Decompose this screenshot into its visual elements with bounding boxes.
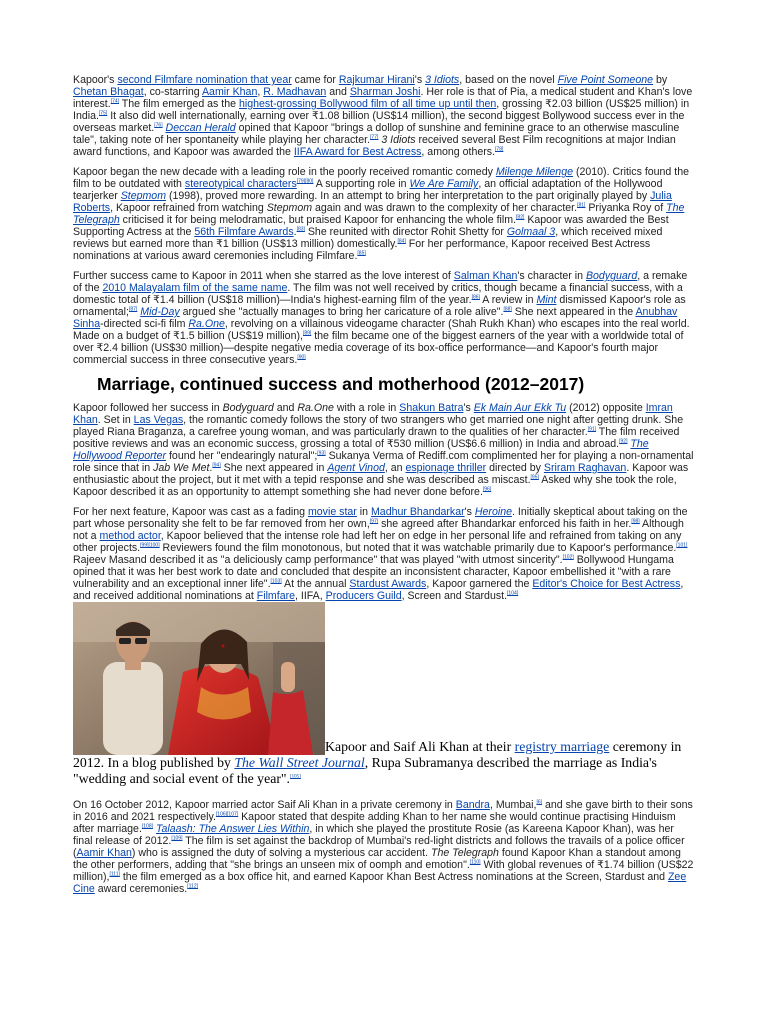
link-second-filmfare-nomination[interactable]: second Filmfare nomination that year [117,74,292,86]
link-movie-star[interactable]: movie star [307,506,357,518]
text: , IIFA, [295,590,326,602]
citation[interactable]: [81] [577,202,586,209]
link-agent-vinod[interactable]: Agent Vinod [327,462,385,474]
citation[interactable]: [82] [516,214,525,221]
link-salman-khan[interactable]: Salman Khan [453,270,518,282]
text: . Set in [97,414,134,426]
text: Although not a [73,518,684,542]
citation[interactable]: [94] [212,462,221,469]
link-filmfare[interactable]: Filmfare [256,590,296,602]
paragraph-heroine [73,506,695,602]
text: (2010). Critics found the film to be outdated with [73,166,689,190]
link-iifa-award[interactable]: IIFA Award for Best Actress [293,146,422,158]
text: (1998), proved more rewarding. In an attempt to bring her interpretation to the part originally played by [166,190,651,202]
link-the-telegraph[interactable]: The Telegraph [73,202,685,226]
text: The film emerged as the [119,98,239,110]
text: A supporting role in [313,178,410,190]
text: . [209,462,213,474]
text: , an [384,462,406,474]
link-method-actor[interactable]: method actor [99,530,161,542]
link-golmaal-3[interactable]: Golmaal 3 [506,226,556,238]
italic-title: 3 Idiots [381,134,416,146]
citation[interactable]: [85] [357,250,366,257]
text: -directed sci-fi film [100,318,189,330]
text: found her "endearingly natural"; [166,450,318,462]
citation[interactable]: [110] [469,859,481,866]
paragraph-new-decade [73,166,695,262]
citation[interactable]: [105] [290,774,301,780]
text: Kapoor was awarded the Best Supporting Actress at the [73,214,669,238]
link-r-madhavan[interactable]: R. Madhavan [263,86,327,98]
link-sharman-joshi[interactable]: Sharman Joshi [349,86,421,98]
wedding-photo-art [73,602,325,755]
link-milenge-milenge[interactable]: Milenge Milenge [495,166,573,178]
citation[interactable]: [92] [619,438,628,445]
italic-title: Stepmom [266,202,313,214]
section-heading: Marriage, continued success and motherhood (2012–2017) [97,374,585,394]
link-ra-one[interactable]: Ra.One [188,318,225,330]
text: . [293,226,297,238]
link-anubhav-sinha[interactable]: Anubhav Sinha [73,306,678,330]
text: Further success came to Kapoor in 2011 when she starred as the love interest of [73,270,454,282]
citation[interactable]: [74] [110,98,120,105]
text: Priyanka Roy of [585,202,667,214]
text: She next appeared in [220,462,328,474]
link-hollywood-reporter[interactable]: The Hollywood Reporter [73,438,649,462]
text: 's [463,402,474,414]
text: found Kapoor Khan a standout among the other performers, adding that "she brings an unseen mix of oomph and emotion". [73,847,681,871]
link-espionage-thriller[interactable]: espionage thriller [405,462,487,474]
text: Kapoor began the new decade with a leading role in the poorly received romantic comedy [73,166,496,178]
citation[interactable]: [96] [482,486,492,493]
text: , Kapoor believed that the intense role had left her on edge in her personal life and refrained from taking on any other projects. [73,530,682,554]
link-las-vegas[interactable]: Las Vegas [133,414,184,426]
text: For her next feature, Kapoor was cast as a fading [73,506,308,518]
text: ) who is assigned the duty of solving a mysterious car accident. [131,847,432,859]
text: award ceremonies. [94,883,188,895]
text: Bollywood Hungama opined that it was her best work to date and concluded that despite an inconsistent character, Kapoor embellished it "with a rare vulnerability and an exceptional inner life". [73,554,674,590]
text: , Mumbai, [489,799,537,811]
text: . Kapoor was enthusiastic about the project, but it met with a tepid response and she was described as miscast. [73,462,689,486]
text: she agreed after Bhandarkar enforced his faith in her. [378,518,632,530]
link-stereotypical-characters[interactable]: stereotypical characters [184,178,297,190]
paragraph-3-idiots [73,74,695,158]
link-julia-roberts[interactable]: Julia Roberts [73,190,672,214]
link-five-point-someone[interactable]: Five Point Someone [557,74,653,86]
citation[interactable]: [83] [296,226,305,233]
text: Asked why she took the role, Kapoor described it as an opportunity to attempt something she had never done before. [73,474,677,498]
link-mid-day[interactable]: Mid-Day [140,306,180,318]
paragraph-ek-main-aur-ekk-tu [73,402,695,498]
italic-title: Ra.One [297,402,334,414]
text: received several Best Film recognitions at major Indian award functions, and Kapoor was awarded the [73,134,676,158]
citation[interactable]: [75] [98,110,108,117]
citation[interactable]: [99][100] [140,542,160,549]
text: , grossing ₹2.03 billion (US$25 million) in India. [73,98,690,122]
citation[interactable]: [104] [507,590,519,597]
paragraph-marriage [73,799,695,895]
text: On 16 October 2012, Kapoor married actor Saif Ali Khan in a private ceremony in [73,799,456,811]
text: , co-starring [143,86,202,98]
caption-text: Kapoor and Saif Ali Khan at their [325,739,515,754]
link-stepmom[interactable]: Stepmom [120,190,167,202]
link-3-idiots[interactable]: 3 Idiots [425,74,460,86]
citation[interactable]: [93] [317,450,326,457]
text: , [257,86,264,98]
citation[interactable]: [109] [171,835,183,842]
text: (2012) opposite [566,402,646,414]
text: , which received mixed reviews but earned more than ₹1 billion (US$13 million) domestically. [73,226,663,250]
text: in [356,506,371,518]
citation[interactable]: [98] [631,518,640,525]
text: and [273,402,298,414]
text: 's [464,506,475,518]
link-producers-guild[interactable]: Producers Guild [325,590,402,602]
text: . Initially skeptical about taking on the part whose personality she felt to be far removed from her own, [73,506,688,530]
text: and [326,86,350,98]
text: 's [414,74,426,86]
text: again and was drawn to the complexity of her character. [312,202,578,214]
citation[interactable]: [108] [141,823,154,830]
citation[interactable]: [6] [536,799,543,806]
text: The film received positive reviews and was an economic success, grossing a total of ₹530 million (US$6.6 million) in India and abroad. [73,426,680,450]
link-editors-choice[interactable]: Editor's Choice for Best Actress [532,578,681,590]
citation[interactable]: [77] [370,134,379,141]
text: 's character in [517,270,586,282]
text: and she gave birth to their sons in 2016 and 2021 respectively. [73,799,693,823]
italic-title: Bodyguard [222,402,274,414]
citation[interactable]: [103] [270,578,282,585]
link-imran-khan[interactable]: Imran Khan [73,402,673,426]
text: with a role in [333,402,400,414]
text: Kapoor followed her success in [73,402,223,414]
caption-text: , Rupa Subramanya described the marriage as India's "wedding and social event of the year". [73,755,657,786]
link-aamir-khan-2[interactable]: Aamir Khan [76,847,132,859]
link-bodyguard[interactable]: Bodyguard [585,270,638,282]
link-rajkumar-hirani[interactable]: Rajkumar Hirani [338,74,415,86]
citation[interactable]: [88] [503,306,512,313]
text: came for [291,74,339,86]
text: , the romantic comedy follows the story of two strangers who get married one night after getting drunk. She played Riana Braganza, a carefree young woman, and was particularly drawn to the qualities of her character. [73,414,684,438]
text: Kapoor's [73,74,118,86]
text: , a remake of the [73,270,688,294]
citation[interactable]: [86] [471,294,480,301]
link-shakun-batra[interactable]: Shakun Batra [399,402,464,414]
text: She next appeared in the [511,306,636,318]
italic-title: The Telegraph [431,847,499,859]
text: For her performance, Kapoor received Best Actress nominations at various award ceremonies including Filmfare. [73,238,651,262]
text: , among others. [421,146,496,158]
link-sriram-raghavan[interactable]: Sriram Raghavan [543,462,627,474]
text: the film emerged as a box office hit, and earned Kapoor Khan Best Actress nominations at the Screen, Stardust and [119,871,668,883]
link-deccan-herald[interactable]: Deccan Herald [165,122,236,134]
caption-text: ceremony in 2012. In a blog published by [73,739,682,770]
citation[interactable]: [97] [369,518,379,525]
text: , Kapoor garnered the [426,578,533,590]
text: opined that Kapoor "brings a dollop of sunshine and feminine grace to an otherwise masculine tale", taking note of her spontaneity while playing her character. [73,122,680,146]
citation[interactable]: [90] [297,354,306,361]
citation[interactable]: [84] [397,238,406,245]
text: argued she "actually manages to bring her caricature of a role alive". [179,306,504,318]
citation[interactable]: [106][107] [215,811,239,818]
link-wall-street-journal[interactable]: The Wall Street Journal [234,755,365,770]
link-chetan-bhagat[interactable]: Chetan Bhagat [73,86,144,98]
text: by [653,74,668,86]
text: directed by [486,462,544,474]
paragraph-bodyguard [73,270,695,366]
text: The film is set against the backdrop of Mumbai's red-light districts and follows the travails of a police officer ( [73,835,685,859]
text: , revolving on a villainous videogame character (Shah Rukh Khan) who escapes into the real world. Made on a budget of ₹1.5 billion (US$19 million), [73,318,690,342]
text: Sukanya Verma of Rediff.com complimented her for playing a non-ornamental role since that in [73,450,694,474]
text: At the annual [281,578,350,590]
link-aamir-khan[interactable]: Aamir Khan [201,86,258,98]
text: , in which she played the prostitute Rosie (as Kareena Kapoor Khan), was her final release of 2012. [73,823,674,847]
link-talaash[interactable]: Talaash: The Answer Lies Within [155,823,310,835]
citation[interactable]: [91] [587,426,597,433]
citation[interactable]: [95] [530,474,539,481]
link-heroine[interactable]: Heroine [474,506,512,518]
text: . Her role is that of Pia, a medical student and Khan's love interest. [73,86,693,110]
text: , and received additional nominations at [73,578,684,602]
citation[interactable]: [78] [495,146,504,153]
text: It also did well internationally, earning over ₹1.08 billion (US$14 million), the second biggest Bollywood success ever in the overseas market. [73,110,685,134]
citation[interactable]: [111] [109,871,120,878]
text: Reviewers found the film monotonous, but noted that it was watchable primarily due to Kapoor's performance. [159,542,677,554]
citation[interactable]: [101] [676,542,688,549]
link-ek-main-aur-ekk-tu[interactable]: Ek Main Aur Ekk Tu [473,402,567,414]
text: With global revenues of ₹1.74 billion (US$22 million), [73,859,694,883]
citation[interactable]: [89] [302,330,312,337]
citation[interactable]: [79][80] [296,178,314,185]
text: , an official adaptation of the Hollywood tearjerker [73,178,663,202]
citation[interactable]: [87] [128,306,138,313]
wedding-photo[interactable] [73,602,325,755]
link-2010-malayalam-film[interactable]: 2010 Malayalam film of the same name [102,282,288,294]
citation[interactable]: [102] [562,554,574,561]
text: She reunited with director Rohit Shetty for [304,226,507,238]
link-zee-cine[interactable]: Zee Cine [73,871,687,895]
text: the film became one of the biggest earners of the year with a worldwide total of over ₹2.4 billion (US$30 million)—despite negative media coverage of its box-office performance—and Kapoor's fourth major commercial success in three consecutive years. [73,330,684,366]
link-stardust-awards[interactable]: Stardust Awards [349,578,427,590]
link-56th-filmfare[interactable]: 56th Filmfare Awards [194,226,294,238]
text: criticised it for being melodramatic, but praised Kapoor for enhancing the whole film. [119,214,517,226]
text: dismissed Kapoor's role as ornamental; [73,294,686,318]
link-mint[interactable]: Mint [536,294,557,306]
link-highest-grossing[interactable]: highest-grossing Bollywood film of all time up until then [238,98,497,110]
text: A review in [479,294,537,306]
italic-title: Jab We Met [153,462,210,474]
text: , Kapoor refrained from watching [110,202,267,214]
text: . The film was not well received by critics, though became a financial success, with a domestic total of ₹1.4 billion (US$18 million)—India's highest-earning film of the year. [73,282,683,306]
link-madhur-bhandarkar[interactable]: Madhur Bhandarkar [370,506,465,518]
text: , Screen and Stardust. [401,590,508,602]
link-registry-marriage[interactable]: registry marriage [514,739,610,754]
figure [73,602,695,787]
link-we-are-family[interactable]: We Are Family [409,178,479,190]
link-bandra[interactable]: Bandra [455,799,490,811]
article-body [73,74,695,903]
citation[interactable]: [76] [154,122,163,129]
text: Kapoor stated that despite adding Khan to her name she would continue practising Hinduism after marriage. [73,811,676,835]
citation[interactable]: [112] [187,883,198,890]
text: Rajeev Masand described it as "a deliciously camp performance" that was played "with utmost sincerity". [73,554,563,566]
text: , based on the novel [459,74,558,86]
